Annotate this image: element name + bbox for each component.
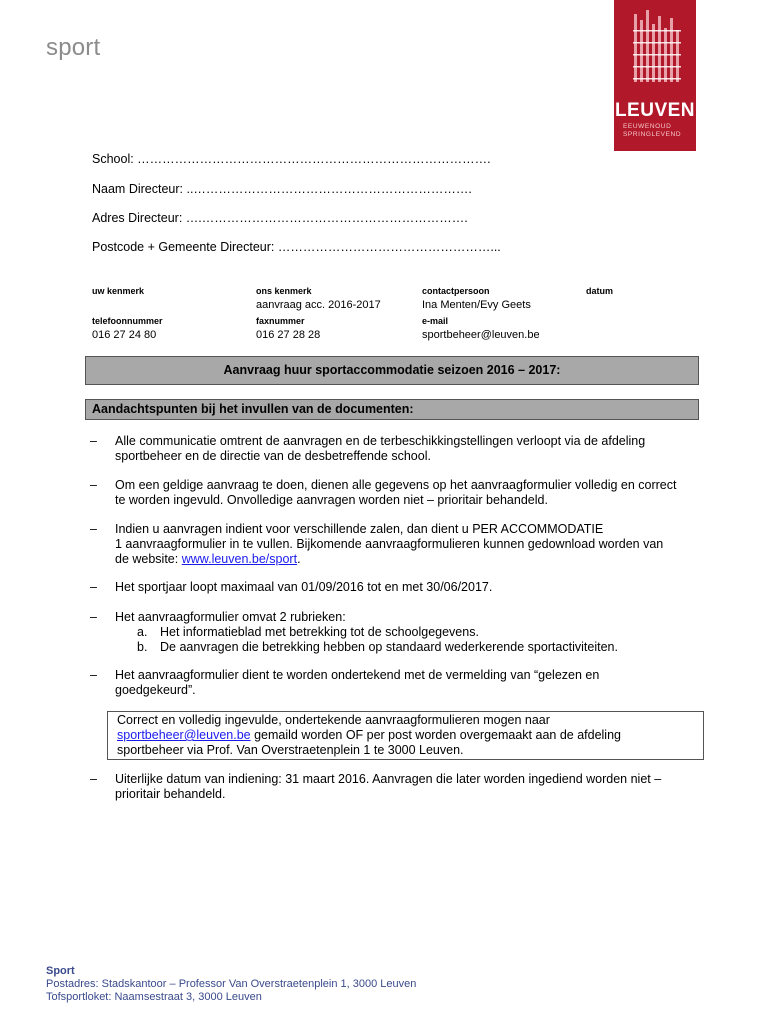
note-line: [117, 728, 694, 743]
submission-note-box: [107, 711, 704, 760]
website-prefix: de website:: [115, 552, 182, 566]
email-label: e-mail: [422, 316, 449, 326]
bullet-dash: –: [90, 668, 97, 682]
contactpersoon-label: contactpersoon: [422, 286, 490, 296]
sub-item-text: Het informatieblad met betrekking tot de schoolgegevens.: [160, 625, 479, 639]
bullet-line: Het aanvraagformulier omvat 2 rubrieken:: [115, 610, 346, 624]
postcode-gemeente-field: Postcode + Gemeente Directeur: ……………………………………………...: [92, 240, 501, 254]
bullet-dash: –: [90, 772, 97, 786]
website-suffix: .: [297, 552, 301, 566]
datum-label: datum: [586, 286, 613, 296]
bullet-line: prioritair behandeld.: [115, 787, 226, 801]
note-line: Correct en volledig ingevulde, ondertekende aanvraagformulieren mogen naar: [117, 713, 550, 727]
uw-kenmerk-label: uw kenmerk: [92, 286, 145, 296]
sub-item-a: [115, 625, 695, 640]
bullet-line: Indien u aanvragen indient voor verschillende zalen, dan dient u PER ACCOMMODATIE: [115, 522, 604, 536]
bullet-dash: –: [90, 434, 97, 448]
ons-kenmerk-label: ons kenmerk: [256, 286, 312, 296]
ons-kenmerk-value: aanvraag acc. 2016-2017: [256, 299, 381, 311]
bullet-line: 1 aanvraagformulier in te vullen. Bijkomende aanvraagformulieren kunnen gedownload worden van: [115, 537, 664, 551]
email-value: sportbeheer@leuven.be: [422, 329, 540, 341]
bullet-line: Alle communicatie omtrent de aanvragen en de terbeschikkingstellingen verloopt via de afdeling: [115, 434, 646, 448]
footer-title: Sport: [46, 965, 75, 977]
bullet-dash: –: [90, 580, 97, 594]
logo-tagline-1: EEUWENOUD: [623, 123, 672, 130]
request-title-bar: Aanvraag huur sportaccommodatie seizoen 2016 – 2017:: [85, 356, 699, 385]
telefoon-label: telefoonnummer: [92, 316, 163, 326]
contactpersoon-value: Ina Menten/Evy Geets: [422, 299, 531, 311]
leuven-logo: [614, 0, 696, 151]
fax-value: 016 27 28 28: [256, 329, 321, 341]
page-title: sport: [46, 34, 101, 61]
bullet-line: te worden ingevuld. Onvolledige aanvragen worden niet – prioritair behandeld.: [115, 493, 548, 507]
sub-item-marker: b.: [137, 640, 148, 654]
logo-tagline-2: SPRINGLEVEND: [623, 131, 682, 138]
footer: [46, 965, 416, 1004]
bullet-line: Om een geldige aanvraag te doen, dienen alle gegevens op het aanvraagformulier volledig en correct: [115, 478, 677, 492]
bullet-line: Het aanvraagformulier dient te worden ondertekend met de vermelding van “gelezen en: [115, 668, 600, 682]
sub-item-b: [115, 640, 695, 655]
note-text: gemaild worden OF per post worden overgemaakt aan de afdeling: [250, 728, 621, 742]
reference-grid: [92, 286, 692, 346]
bullet-line: goedgekeurd”.: [115, 683, 196, 697]
fax-label: faxnummer: [256, 316, 305, 326]
attention-points-bar: Aandachtspunten bij het invullen van de documenten:: [85, 399, 699, 420]
logo-name: LEUVEN: [614, 100, 696, 121]
bullet-line: sportbeheer en de directie van de desbetreffende school.: [115, 449, 431, 463]
bullet-dash: –: [90, 478, 97, 492]
bullet-dash: –: [90, 610, 97, 624]
bullet-line: Het sportjaar loopt maximaal van 01/09/2016 tot en met 30/06/2017.: [115, 580, 493, 594]
bullet-dash: –: [90, 522, 97, 536]
footer-loket: Tofsportloket: Naamsestraat 3, 3000 Leuven: [46, 991, 262, 1003]
website-link[interactable]: www.leuven.be/sport: [181, 552, 298, 566]
email-link[interactable]: sportbeheer@leuven.be: [117, 728, 251, 742]
sub-item-marker: a.: [137, 625, 148, 639]
bullet-line: [115, 552, 695, 567]
adres-directeur-field: Adres Directeur: ….……………………………………………………….: [92, 211, 468, 225]
note-line: sportbeheer via Prof. Van Overstraetenplein 1 te 3000 Leuven.: [117, 743, 464, 757]
school-field: School: ………………………………………………………………………….: [92, 152, 491, 166]
logo-building-graphic: [614, 0, 696, 100]
naam-directeur-field: Naam Directeur: ..………………………………………………………….: [92, 182, 472, 196]
telefoon-value: 016 27 24 80: [92, 329, 157, 341]
footer-postadres: Postadres: Stadskantoor – Professor Van Overstraetenplein 1, 3000 Leuven: [46, 978, 417, 990]
sub-item-text: De aanvragen die betrekking hebben op standaard wederkerende sportactiviteiten.: [160, 640, 618, 654]
bullet-line: Uiterlijke datum van indiening: 31 maart 2016. Aanvragen die later worden ingediend worden niet –: [115, 772, 662, 786]
